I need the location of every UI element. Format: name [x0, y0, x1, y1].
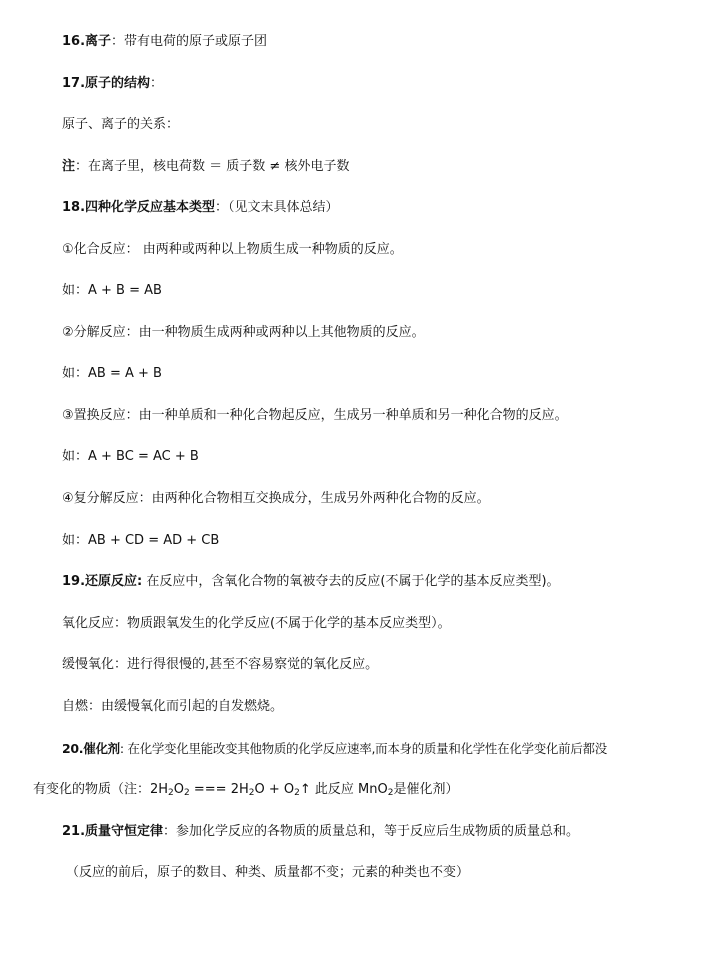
reaction-combination: ①化合反应： 由两种或两种以上物质生成一种物质的反应。 [62, 242, 403, 257]
subscript-2: 2 [294, 788, 300, 798]
reaction-decomposition-example: 如：AB = A + B [62, 366, 162, 381]
subscript-2: 2 [387, 788, 394, 798]
reaction-decomposition: ②分解反应：由一种物质生成两种或两种以上其他物质的反应。 [62, 325, 425, 340]
item-21 [62, 823, 579, 841]
catalyst-note-c: === 2H [189, 782, 249, 797]
reaction-displacement-example: 如：A + BC = AC + B [62, 449, 199, 464]
catalyst-note-e: ↑ 此反应 MnO [299, 782, 388, 797]
item-21-text: ：参加化学反应的各物质的质量总和，等于反应后生成物质的质量总和。 [163, 824, 580, 839]
spontaneous-combustion: 自燃：由缓慢氧化而引起的自发燃烧。 [62, 699, 284, 714]
reaction-double-displacement: ④复分解反应：由两种化合物相互交换成分，生成另外两种化合物的反应。 [62, 491, 490, 506]
item-20 [62, 740, 607, 758]
subscript-2: 2 [168, 788, 174, 798]
item-19-heading: 19.还原反应: [62, 574, 143, 589]
note-heading: 注 [62, 159, 76, 174]
note-line [62, 158, 349, 176]
item-18-text: ：（见文末具体总结） [215, 200, 339, 215]
item-18-heading: 18.四种化学反应基本类型 [62, 200, 216, 215]
slow-oxidation: 缓慢氧化：进行得很慢的,甚至不容易察觉的氧化反应。 [62, 657, 379, 672]
item-18 [62, 199, 339, 217]
item-16-heading: 16.离子 [62, 34, 112, 49]
reaction-combination-example: 如：A + B = AB [62, 283, 162, 298]
item-17-text: ： [150, 76, 164, 91]
catalyst-note-b: O [173, 782, 185, 797]
subscript-2: 2 [184, 788, 190, 798]
item-19-text: 在反应中，含氧化合物的氧被夺去的反应(不属于化学的基本反应类型)。 [142, 574, 560, 589]
item-16-text: ：带有电荷的原子或原子团 [111, 34, 268, 49]
reaction-displacement: ③置换反应：由一种单质和一种化合物起反应，生成另一种单质和另一种化合物的反应。 [62, 408, 568, 423]
catalyst-note-a: 有变化的物质（注：2H [33, 782, 169, 797]
reaction-double-displacement-example: 如：AB + CD = AD + CB [62, 533, 220, 548]
item-17-heading: 17.原子的结构 [62, 76, 151, 91]
item-21-note: （反应的前后，原子的数目、种类、质量都不变；元素的种类也不变） [66, 865, 470, 880]
item-20-heading: 20.催化剂 [62, 741, 120, 756]
item-21-heading: 21.质量守恒定律 [62, 824, 164, 839]
catalyst-note-f: 是催化剂） [393, 782, 459, 797]
note-text: ：在离子里，核电荷数 ＝ 质子数 ≠ 核外电子数 [75, 159, 350, 174]
item-20-text: : 在化学变化里能改变其他物质的化学反应速率,而本身的质量和化学性在化学变化前后都没 [119, 741, 607, 756]
atom-ion-relation: 原子、离子的关系： [62, 117, 180, 132]
subscript-2: 2 [248, 788, 255, 798]
item-17 [62, 75, 163, 93]
item-19 [62, 573, 560, 591]
oxidation-reaction: 氧化反应：物质跟氧发生的化学反应(不属于化学的基本反应类型）。 [62, 616, 451, 631]
catalyst-note-d: O + O [254, 782, 295, 797]
item-16 [62, 33, 267, 51]
item-20-continuation [33, 781, 458, 799]
